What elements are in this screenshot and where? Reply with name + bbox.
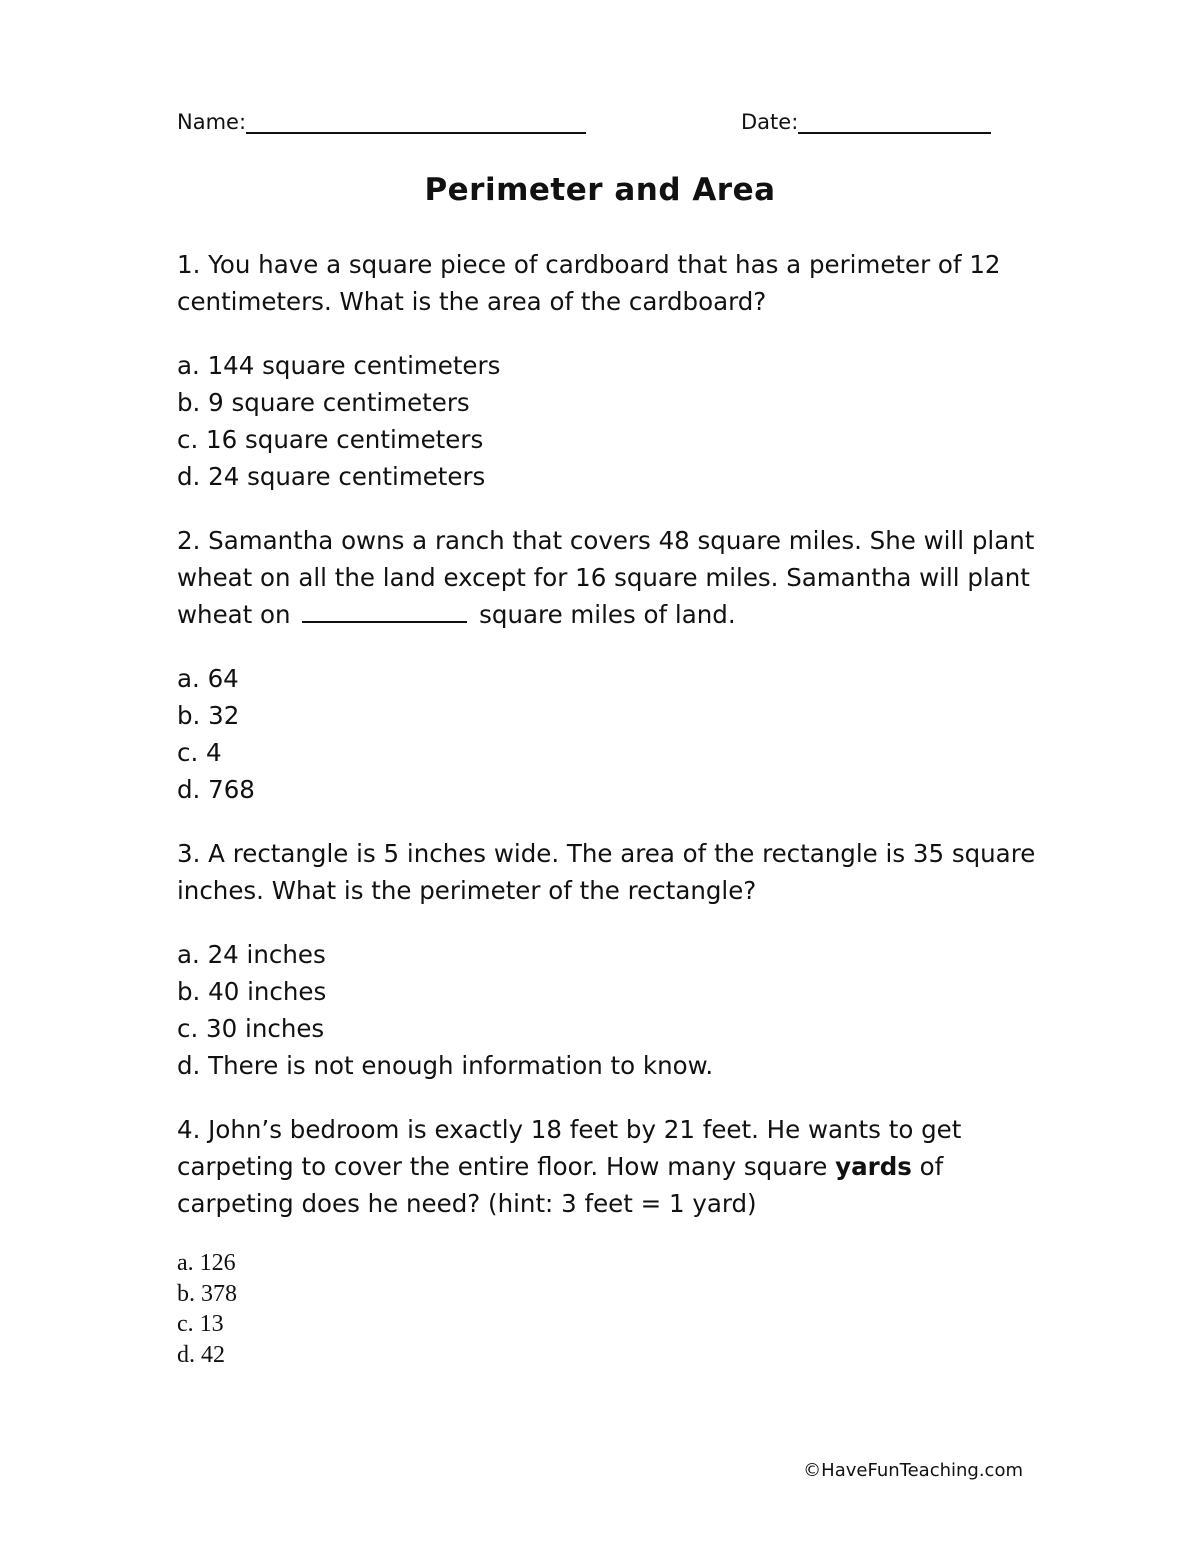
choice-2b: b. 32 (177, 701, 240, 730)
question-2-text (177, 522, 1037, 633)
date-blank-line[interactable] (798, 110, 991, 134)
question-4-emphasis: yards (835, 1152, 912, 1181)
question-1-choices (177, 347, 1037, 495)
choice-4b: b. 378 (177, 1280, 237, 1307)
choice-2c: c. 4 (177, 738, 222, 767)
answer-blank-line[interactable] (302, 601, 467, 623)
question-3-choices (177, 936, 1037, 1084)
question-4 (177, 1111, 1037, 1370)
choice-2d: d. 768 (177, 775, 255, 804)
choice-4d: d. 42 (177, 1341, 225, 1368)
name-blank-line[interactable] (246, 110, 586, 134)
question-2-choices (177, 660, 1037, 808)
choice-4c: c. 13 (177, 1311, 224, 1337)
header-row (177, 110, 1017, 140)
choice-1d: d. 24 square centimeters (177, 462, 486, 491)
question-3 (177, 835, 1037, 1084)
question-1 (177, 246, 1037, 495)
choice-3b: b. 40 inches (177, 977, 327, 1006)
choice-1a: a. 144 square centimeters (177, 351, 501, 380)
question-3-text: 3. A rectangle is 5 inches wide. The area of the rectangle is 35 square inches. What is the perimeter of the rectangle? (177, 839, 1036, 905)
choice-3a: a. 24 inches (177, 940, 326, 969)
question-list (177, 246, 1037, 1397)
choice-4a: a. 126 (177, 1250, 236, 1276)
name-label: Name: (177, 110, 247, 134)
question-4-choices (177, 1248, 1037, 1370)
choice-3d: d. There is not enough information to know. (177, 1051, 714, 1080)
question-4-text-after: of carpeting does he need? (hint: 3 feet = 1 yard) (177, 1152, 944, 1218)
question-2-text-before: 2. Samantha owns a ranch that covers 48 square miles. She will plant wheat on all the land except for 16 square miles. Samantha will plant wheat on (177, 526, 1035, 629)
page-title: Perimeter and Area (424, 172, 776, 208)
question-4-text-before: 4. John’s bedroom is exactly 18 feet by 21 feet. He wants to get carpeting to cover the entire floor. How many square (177, 1115, 962, 1181)
name-field (177, 110, 586, 134)
choice-3c: c. 30 inches (177, 1014, 325, 1043)
choice-1c: c. 16 square centimeters (177, 425, 484, 454)
question-1-text: 1. You have a square piece of cardboard that has a perimeter of 12 centimeters. What is the area of the cardboard? (177, 250, 1001, 316)
date-field (741, 110, 991, 134)
date-label: Date: (741, 110, 799, 134)
choice-2a: a. 64 (177, 664, 239, 693)
question-4-text (177, 1111, 1037, 1222)
copyright-footer: ©HaveFunTeaching.com (803, 1460, 1023, 1481)
question-2 (177, 522, 1037, 808)
question-2-text-after: square miles of land. (479, 600, 736, 629)
choice-1b: b. 9 square centimeters (177, 388, 470, 417)
